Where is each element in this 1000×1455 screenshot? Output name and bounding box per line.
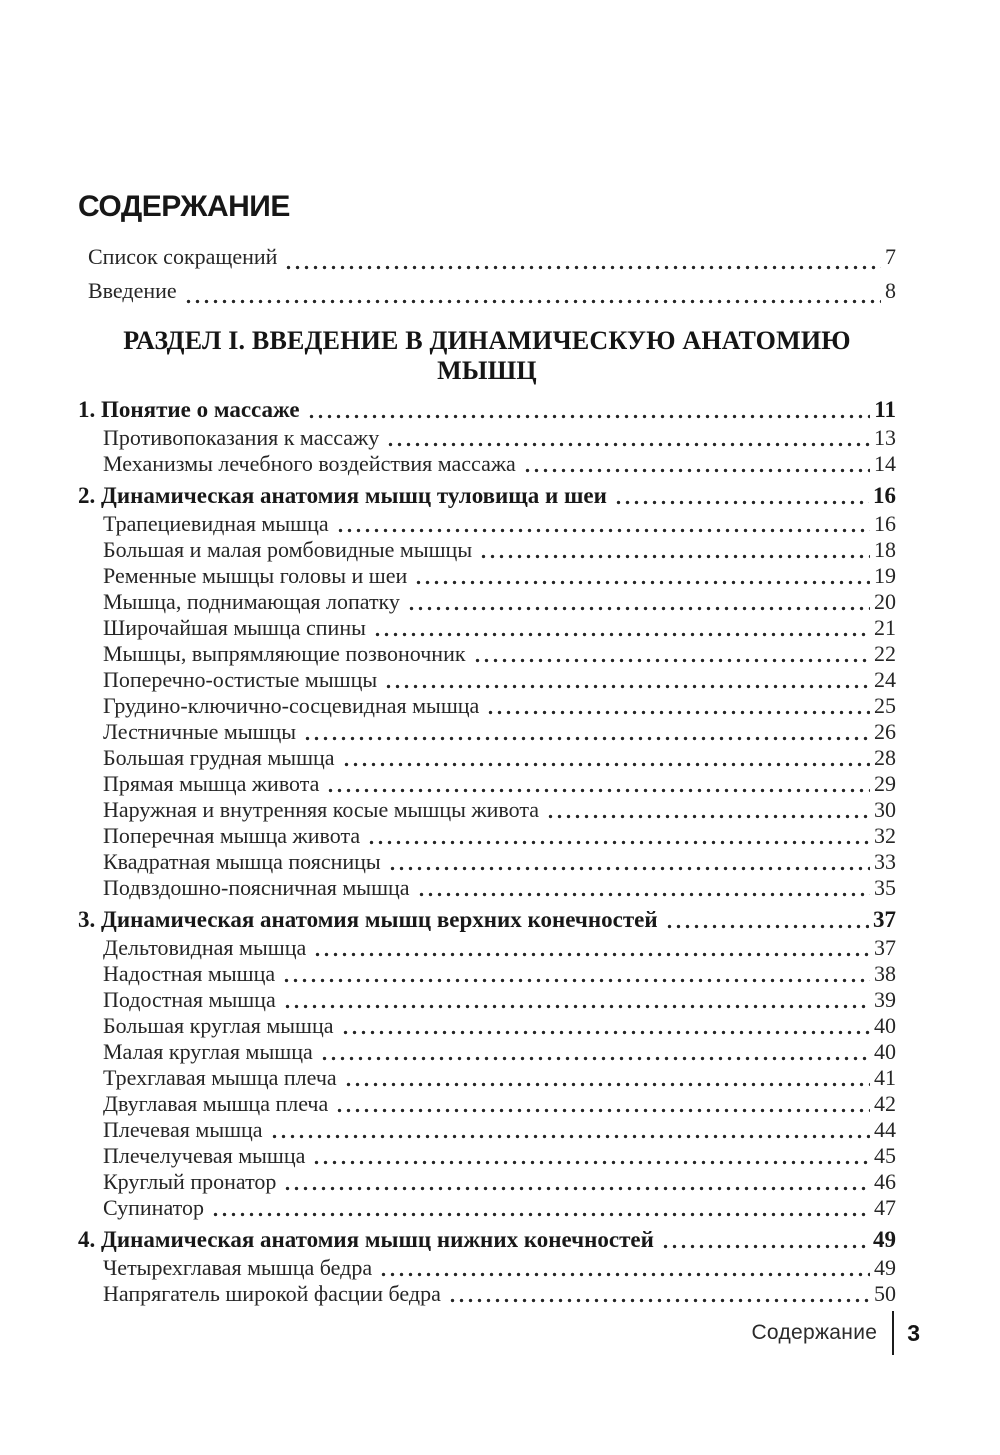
toc-entry-label: Малая круглая мышца: [103, 1039, 313, 1064]
toc-entry: [78, 906, 896, 933]
page-footer: [751, 1311, 920, 1355]
toc-entry-page-number: 42: [874, 1091, 896, 1116]
toc-entry-page-number: 47: [874, 1195, 896, 1220]
toc-entry-label: Введение: [88, 278, 177, 303]
toc-entry-page-number: 25: [874, 693, 896, 718]
dot-leader: [373, 627, 870, 637]
toc-entry-label: Грудино-ключично-сосцевидная мышца: [103, 693, 480, 718]
toc-entry-page-number: 11: [874, 397, 896, 422]
toc-entry-page-number: 7: [885, 244, 896, 269]
footer-divider: [892, 1311, 894, 1355]
toc-entry-label: 2. Динамическая анатомия мышц туловища и шеи: [78, 483, 607, 508]
toc-entry-page-number: 19: [874, 563, 896, 588]
toc-front-list: [88, 240, 896, 308]
toc-entry-label: Большая и малая ромбовидные мышцы: [103, 537, 473, 562]
dot-leader: [307, 409, 871, 419]
dot-leader: [414, 575, 870, 585]
toc-entry: [88, 274, 896, 308]
toc-entry-label: Подвздошно-поясничная мышца: [103, 875, 410, 900]
toc-entry: [103, 537, 896, 563]
toc-entry: [103, 1281, 896, 1307]
dot-leader: [344, 1077, 870, 1087]
toc-entry-label: Плечелучевая мышца: [103, 1143, 306, 1168]
toc-entry-label: Напрягатель широкой фасции бедра: [103, 1281, 441, 1306]
toc-entry-label: Четырехглавая мышца бедра: [103, 1255, 373, 1280]
toc-entry: [103, 589, 896, 615]
toc-entry-label: Супинатор: [103, 1195, 204, 1220]
toc-entry-label: Двуглавая мышца плеча: [103, 1091, 329, 1116]
toc-entry: [103, 1195, 896, 1221]
dot-leader: [367, 835, 870, 845]
toc-entry-label: Подостная мышца: [103, 987, 276, 1012]
dot-leader: [384, 679, 870, 689]
toc-entry-label: Механизмы лечебного воздействия массажа: [103, 451, 516, 476]
toc-entry: [103, 1091, 896, 1117]
toc-entry-label: Наружная и внутренняя косые мышцы живота: [103, 797, 539, 822]
toc-entry: [103, 797, 896, 823]
toc-entry-page-number: 49: [874, 1255, 896, 1280]
dot-leader: [313, 947, 870, 957]
dot-leader: [283, 1181, 870, 1191]
toc-list: [78, 396, 896, 1307]
dot-leader: [303, 731, 870, 741]
toc-entry: [103, 1117, 896, 1143]
toc-entry-page-number: 16: [874, 511, 896, 536]
toc-entry: [78, 396, 896, 423]
dot-leader: [320, 1051, 870, 1061]
toc-entry-page-number: 49: [873, 1227, 896, 1252]
toc-entry-page-number: 18: [874, 537, 896, 562]
dot-leader: [284, 260, 881, 270]
dot-leader: [336, 523, 870, 533]
toc-entry-page-number: 8: [885, 278, 896, 303]
toc-entry-label: Надостная мышца: [103, 961, 276, 986]
toc-entry-page-number: 13: [874, 425, 896, 450]
toc-entry-label: Ременные мышцы головы и шеи: [103, 563, 408, 588]
toc-entry-page-number: 33: [874, 849, 896, 874]
toc-entry: [103, 875, 896, 901]
toc-entry-page-number: 37: [873, 907, 896, 932]
dot-leader: [448, 1293, 870, 1303]
dot-leader: [283, 999, 870, 1009]
toc-entry: [88, 240, 896, 274]
toc-entry: [103, 693, 896, 719]
toc-entry-page-number: 14: [874, 451, 896, 476]
toc-entry-page-number: 21: [874, 615, 896, 640]
toc-entry: [103, 745, 896, 771]
toc-entry-label: Квадратная мышца поясницы: [103, 849, 381, 874]
toc-entry: [103, 935, 896, 961]
toc-entry-page-number: 29: [874, 771, 896, 796]
toc-entry-label: 3. Динамическая анатомия мышц верхних конечностей: [78, 907, 658, 932]
dot-leader: [407, 601, 870, 611]
page-title: СОДЕРЖАНИЕ: [78, 190, 290, 223]
toc-entry: [103, 563, 896, 589]
toc-entry-page-number: 45: [874, 1143, 896, 1168]
toc-entry-label: Большая грудная мышца: [103, 745, 335, 770]
toc-entry-label: Дельтовидная мышца: [103, 935, 307, 960]
dot-leader: [417, 887, 870, 897]
dot-leader: [479, 549, 870, 559]
toc-entry: [103, 1039, 896, 1065]
toc-entry-label: Трапециевидная мышца: [103, 511, 329, 536]
toc-entry-page-number: 22: [874, 641, 896, 666]
toc-entry-page-number: 20: [874, 589, 896, 614]
toc-entry: [103, 1013, 896, 1039]
dot-leader: [335, 1103, 870, 1113]
dot-leader: [486, 705, 870, 715]
dot-leader: [341, 1025, 870, 1035]
dot-leader: [523, 463, 870, 473]
toc-entry-page-number: 35: [874, 875, 896, 900]
dot-leader: [282, 973, 870, 983]
toc-entry-page-number: 38: [874, 961, 896, 986]
toc-entry: [103, 451, 896, 477]
toc-entry: [103, 849, 896, 875]
dot-leader: [546, 809, 870, 819]
dot-leader: [184, 294, 881, 304]
toc-entry-page-number: 26: [874, 719, 896, 744]
toc-entry-page-number: 46: [874, 1169, 896, 1194]
toc-entry-label: Лестничные мышцы: [103, 719, 297, 744]
toc-entry: [103, 1065, 896, 1091]
toc-entry: [103, 1255, 896, 1281]
toc-entry-label: 1. Понятие о массаже: [78, 397, 300, 422]
toc-entry-page-number: 39: [874, 987, 896, 1012]
toc-entry-page-number: 30: [874, 797, 896, 822]
toc-entry: [103, 667, 896, 693]
toc-entry-label: Список сокращений: [88, 244, 278, 269]
toc-entry-page-number: 32: [874, 823, 896, 848]
toc-entry: [78, 482, 896, 509]
toc-entry: [78, 1226, 896, 1253]
dot-leader: [473, 653, 870, 663]
toc-entry-page-number: 37: [874, 935, 896, 960]
toc-entry: [103, 1143, 896, 1169]
toc-entry-label: Поперечно-остистые мышцы: [103, 667, 378, 692]
toc-entry-label: Плечевая мышца: [103, 1117, 263, 1142]
footer-page-number: 3: [907, 1319, 920, 1346]
toc-entry-page-number: 50: [874, 1281, 896, 1306]
toc-entry-label: Мышца, поднимающая лопатку: [103, 589, 400, 614]
dot-leader: [326, 783, 870, 793]
toc-entry: [103, 1169, 896, 1195]
dot-leader: [379, 1267, 870, 1277]
toc-entry: [103, 425, 896, 451]
toc-entry-label: Трехглавая мышца плеча: [103, 1065, 337, 1090]
dot-leader: [665, 919, 869, 929]
toc-entry-label: Мышцы, выпрямляющие позвоночник: [103, 641, 466, 666]
toc-entry-page-number: 24: [874, 667, 896, 692]
dot-leader: [312, 1155, 870, 1165]
toc-entry: [103, 615, 896, 641]
toc-entry: [103, 511, 896, 537]
dot-leader: [614, 495, 869, 505]
toc-entry-label: Широчайшая мышца спины: [103, 615, 366, 640]
toc-entry-label: Противопоказания к массажу: [103, 425, 380, 450]
toc-entry: [103, 987, 896, 1013]
toc-entry-label: Поперечная мышца живота: [103, 823, 361, 848]
toc-entry-label: Круглый пронатор: [103, 1169, 277, 1194]
dot-leader: [211, 1207, 870, 1217]
toc-entry: [103, 641, 896, 667]
toc-entry-page-number: 40: [874, 1039, 896, 1064]
toc-entry-page-number: 16: [873, 483, 896, 508]
dot-leader: [388, 861, 870, 871]
footer-section-label: Содержание: [751, 1321, 878, 1344]
toc-entry-page-number: 44: [874, 1117, 896, 1142]
toc-entry-page-number: 41: [874, 1065, 896, 1090]
dot-leader: [342, 757, 870, 767]
dot-leader: [661, 1239, 869, 1249]
dot-leader: [386, 437, 870, 447]
toc-entry-label: Большая круглая мышца: [103, 1013, 334, 1038]
toc-entry: [103, 823, 896, 849]
toc-entry-page-number: 40: [874, 1013, 896, 1038]
toc-entry: [103, 771, 896, 797]
section-header: РАЗДЕЛ I. ВВЕДЕНИЕ В ДИНАМИЧЕСКУЮ АНАТОМИЮ МЫШЦ: [123, 326, 851, 385]
toc-entry: [103, 719, 896, 745]
toc-entry: [103, 961, 896, 987]
dot-leader: [270, 1129, 870, 1139]
toc-entry-page-number: 28: [874, 745, 896, 770]
toc-entry-label: 4. Динамическая анатомия мышц нижних конечностей: [78, 1227, 654, 1252]
toc-entry-label: Прямая мышца живота: [103, 771, 320, 796]
